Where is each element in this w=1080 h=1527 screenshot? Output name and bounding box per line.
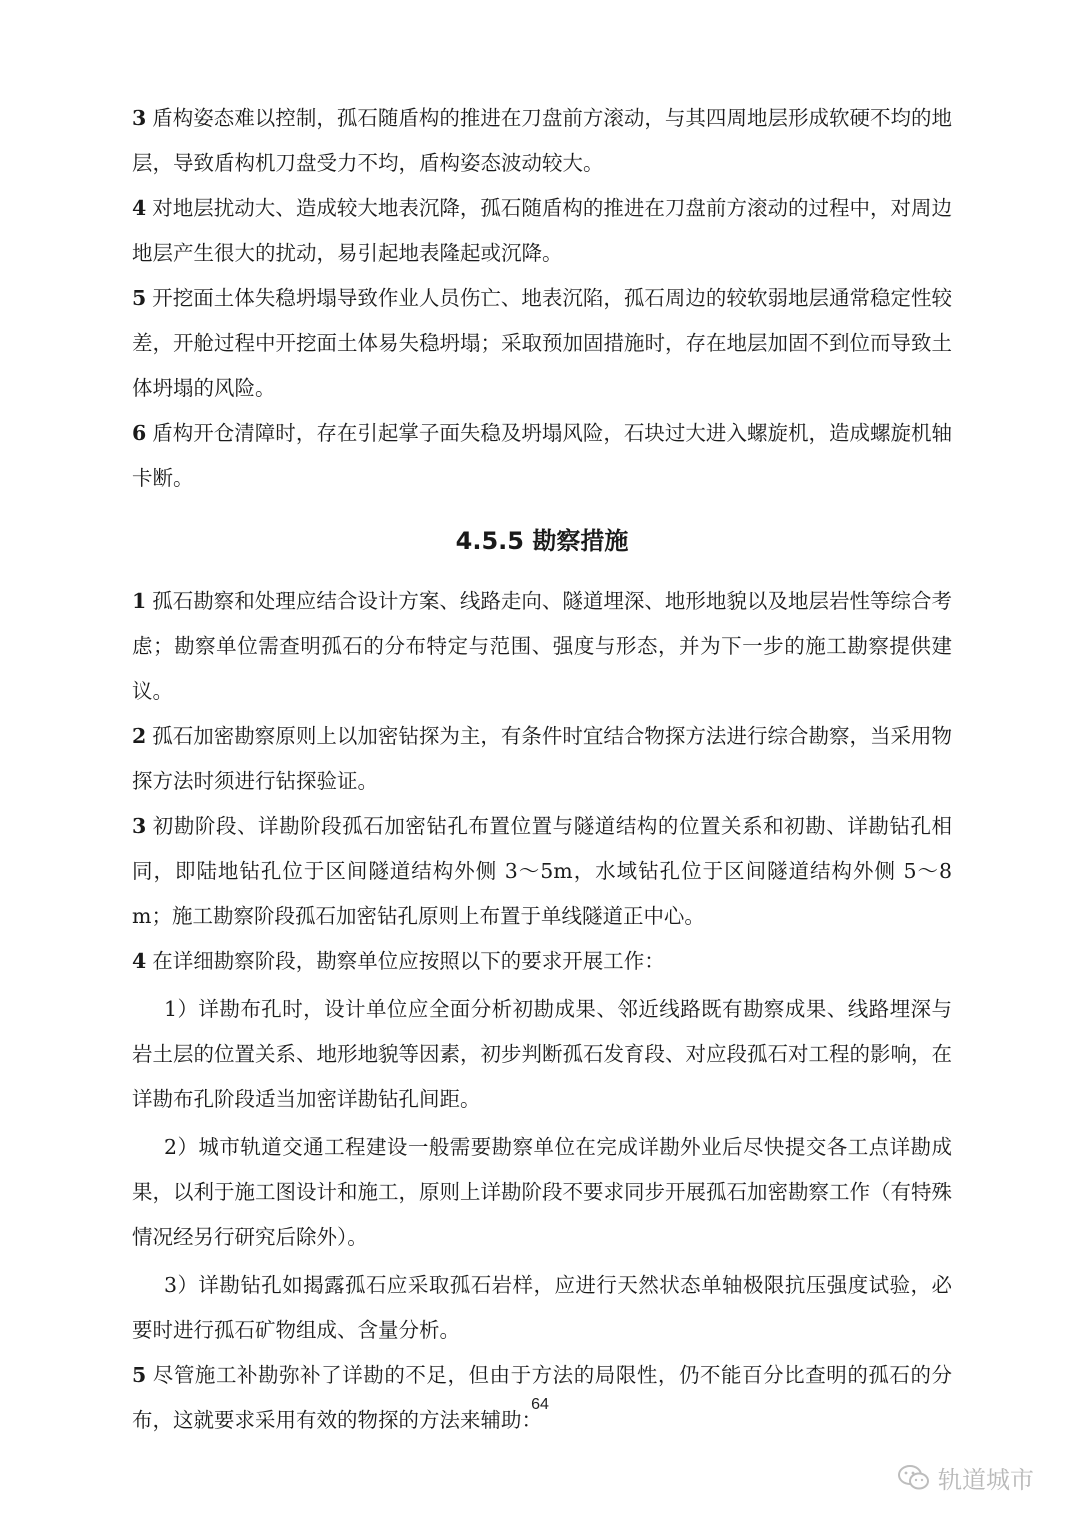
item-number: 1 <box>132 589 147 613</box>
section-heading: 4.5.5 勘察措施 <box>455 527 629 555</box>
paragraph-text: 尽管施工补勘弥补了详勘的不足，但由于方法的局限性，仍不能百分比查明的孤石的分布，这就要求采用有效的物探的方法来辅助： <box>132 1363 952 1432</box>
paragraph-text: 孤石勘察和处理应结合设计方案、线路走向、隧道埋深、地形地貌以及地层岩性等综合考虑；勘察单位需查明孤石的分布特定与范围、强度与形态，并为下一步的施工勘察提供建议。 <box>132 589 952 703</box>
paragraph-text: 在详细勘察阶段，勘察单位应按照以下的要求开展工作： <box>152 949 665 973</box>
section-item-1 <box>132 579 952 714</box>
paragraph-item-6 <box>132 411 952 501</box>
sub-item-2: 2）城市轨道交通工程建设一般需要勘察单位在完成详勘外业后尽快提交各工点详勘成果，以利于施工图设计和施工，原则上详勘阶段不要求同步开展孤石加密勘察工作（有特殊情况经另行研究后除外）。 <box>132 1135 952 1249</box>
watermark-text: 轨道城市 <box>938 1466 1034 1494</box>
item-number: 2 <box>132 724 147 748</box>
section-item-2 <box>132 714 952 804</box>
paragraph-item-3 <box>132 96 952 186</box>
paragraph-text: 开挖面土体失稳坍塌导致作业人员伤亡、地表沉陷，孤石周边的较软弱地层通常稳定性较差，开舱过程中开挖面土体易失稳坍塌；采取预加固措施时，存在地层加固不到位而导致土体坍塌的风险。 <box>132 286 952 400</box>
item-number: 4 <box>132 949 147 973</box>
section-item-4 <box>132 939 952 984</box>
paragraph-text: 盾构姿态难以控制，孤石随盾构的推进在刀盘前方滚动，与其四周地层形成软硬不均的地层，导致盾构机刀盘受力不均，盾构姿态波动较大。 <box>132 106 952 175</box>
paragraph-item-5 <box>132 276 952 411</box>
item-number: 5 <box>132 286 147 310</box>
item-number: 5 <box>132 1363 147 1387</box>
item-number: 3 <box>132 106 147 130</box>
wechat-icon <box>898 1464 930 1492</box>
paragraph-text: 初勘阶段、详勘阶段孤石加密钻孔布置位置与隧道结构的位置关系和初勘、详勘钻孔相同，即陆地钻孔位于区间隧道结构外侧 3～5m，水域钻孔位于区间隧道结构外侧 5～8m；施工勘察阶段孤石加密钻孔原则上布置于单线隧道正中心。 <box>132 814 952 928</box>
sub-item-1: 1）详勘布孔时，设计单位应全面分析初勘成果、邻近线路既有勘察成果、线路埋深与岩土层的位置关系、地形地貌等因素，初步判断孤石发育段、对应段孤石对工程的影响，在详勘布孔阶段适当加密详勘钻孔间距。 <box>132 997 952 1111</box>
item-number: 4 <box>132 196 147 220</box>
section-item-3 <box>132 804 952 939</box>
page-number: 64 <box>531 1396 549 1413</box>
item-number: 6 <box>132 421 147 445</box>
paragraph-item-4 <box>132 186 952 276</box>
document-page <box>132 96 952 1443</box>
paragraph-text: 对地层扰动大、造成较大地表沉降，孤石随盾构的推进在刀盘前方滚动的过程中，对周边地层产生很大的扰动，易引起地表隆起或沉降。 <box>132 196 952 265</box>
item-number: 3 <box>132 814 147 838</box>
paragraph-text: 盾构开仓清障时，存在引起掌子面失稳及坍塌风险，石块过大进入螺旋机，造成螺旋机轴卡断。 <box>132 421 952 490</box>
paragraph-text: 孤石加密勘察原则上以加密钻探为主，有条件时宜结合物探方法进行综合勘察，当采用物探方法时须进行钻探验证。 <box>132 724 952 793</box>
sub-item-3: 3）详勘钻孔如揭露孤石应采取孤石岩样，应进行天然状态单轴极限抗压强度试验，必要时进行孤石矿物组成、含量分析。 <box>132 1273 952 1342</box>
watermark <box>898 1460 1034 1495</box>
